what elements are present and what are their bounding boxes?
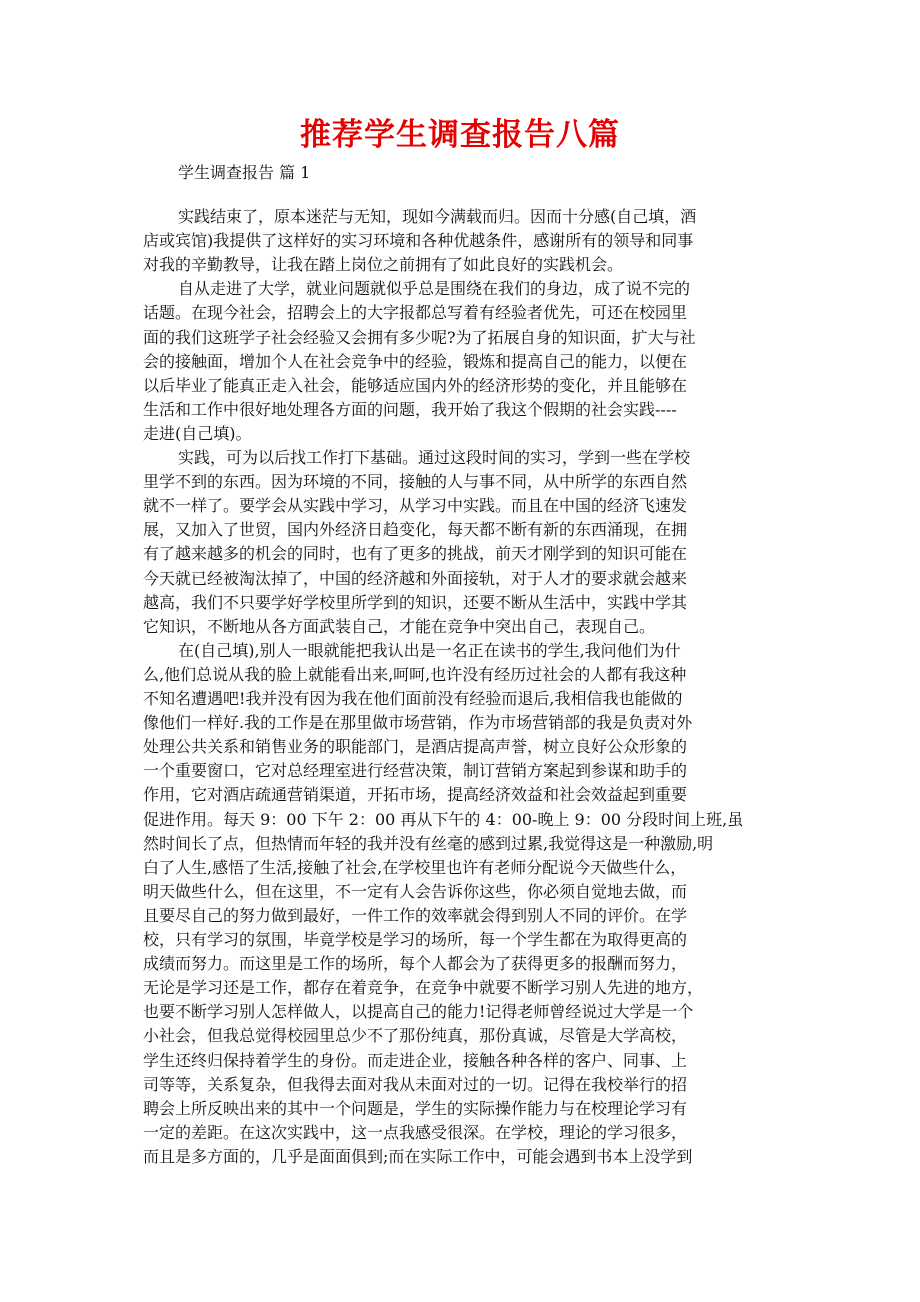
- text-line: 处理公共关系和销售业务的职能部门，是酒店提高声誉，树立良好公众形象的: [143, 737, 688, 757]
- text-line: 一个重要窗口，它对总经理室进行经营决策，制订营销方案起到参谋和助手的: [143, 761, 688, 781]
- text-line: 且要尽自己的努力做到最好，一件工作的效率就会得到别人不同的评价。在学: [143, 905, 688, 925]
- text-line: 展，又加入了世贸，国内外经济日趋变化，每天都不断有新的东西涌现，在拥: [143, 520, 688, 540]
- text-line: 就不一样了。要学会从实践中学习，从学习中实践。而且在中国的经济飞速发: [143, 496, 688, 516]
- text-line: 聘会上所反映出来的其中一个问题是，学生的实际操作能力与在校理论学习有: [143, 1098, 688, 1118]
- text-line: 促进作用。每天 9：00 下午 2：00 再从下午的 4：00-晚上 9：00 分段时间上班,虽: [143, 809, 744, 829]
- text-line: 作用，它对酒店疏通营销渠道，开拓市场，提高经济效益和社会效益起到重要: [143, 785, 688, 805]
- text-line: 今天就已经被淘汰掉了，中国的经济越和外面接轨，对于人才的要求就会越来: [143, 568, 688, 588]
- text-line: 有了越来越多的机会的同时，也有了更多的挑战，前天才刚学到的知识可能在: [143, 544, 688, 564]
- text-line: 学生还终归保持着学生的身份。而走进企业，接触各种各样的客户、同事、上: [143, 1050, 688, 1070]
- text-line: 白了人生,感悟了生活,接触了社会,在学校里也许有老师分配说今天做些什么，: [143, 857, 687, 877]
- text-line: 司等等，关系复杂，但我得去面对我从未面对过的一切。记得在我校举行的招: [143, 1074, 688, 1094]
- text-line: 里学不到的东西。因为环境的不同，接触的人与事不同，从中所学的东西自然: [143, 472, 688, 492]
- text-line: 小社会，但我总觉得校园里总少不了那份纯真，那份真诚，尽管是大学高校，: [143, 1026, 688, 1046]
- section-heading: 学生调查报告 篇 1: [178, 163, 311, 182]
- text-line: 会的接触面，增加个人在社会竞争中的经验，锻炼和提高自己的能力，以便在: [143, 351, 688, 371]
- text-line: 对我的辛勤教导，让我在踏上岗位之前拥有了如此良好的实践机会。: [143, 255, 624, 275]
- text-line: 然时间长了点，但热情而年轻的我并没有丝毫的感到过累,我觉得这是一种激励,明: [143, 833, 714, 853]
- text-line: 以后毕业了能真正走入社会，能够适应国内外的经济形势的变化，并且能够在: [143, 375, 688, 395]
- text-line: 也要不断学习别人怎样做人，以提高自己的能力!记得老师曾经说过大学是一个: [143, 1002, 694, 1022]
- text-line: 面的我们这班学子社会经验又会拥有多少呢?为了拓展自身的知识面，扩大与社: [143, 327, 696, 347]
- text-line: 越高，我们不只要学好学校里所学到的知识，还要不断从生活中，实践中学其: [143, 592, 688, 612]
- page-title: 推荐学生调查报告八篇: [300, 117, 620, 153]
- text-line: 走进(自己填)。: [143, 423, 252, 443]
- text-line: 实践，可为以后找工作打下基础。通过这段时间的实习，学到一些在学校: [178, 448, 691, 467]
- text-line: 而且是多方面的，几乎是面面俱到;而在实际工作中，可能会遇到书本上没学到: [143, 1146, 693, 1166]
- text-line: 实践结束了，原本迷茫与无知，现如今满载而归。因而十分感(自己填，酒: [178, 207, 697, 226]
- text-line: 明天做些什么，但在这里，不一定有人会告诉你这些，你必须自觉地去做，而: [143, 881, 688, 901]
- text-line: 它知识，不断地从各方面武装自己，才能在竞争中突出自己，表现自己。: [143, 616, 656, 636]
- text-line: 么,他们总说从我的脸上就能看出来,呵呵,也许没有经历过社会的人都有我这种: [143, 664, 687, 684]
- text-line: 店或宾馆)我提供了这样好的实习环境和各种优越条件，感谢所有的领导和同事: [143, 231, 694, 251]
- text-line: 自从走进了大学，就业问题就似乎总是围绕在我们的身边，成了说不完的: [178, 279, 691, 299]
- text-line: 不知名遭遇吧!我并没有因为我在他们面前没有经验而退后,我相信我也能做的: [143, 689, 683, 708]
- text-line: 像他们一样好.我的工作是在那里做市场营销，作为市场营销部的我是负责对外: [143, 713, 693, 733]
- text-line: 生活和工作中很好地处理各方面的问题，我开始了我这个假期的社会实践----: [143, 399, 677, 419]
- text-line: 校，只有学习的氛围，毕竟学校是学习的场所，每一个学生都在为取得更高的: [143, 930, 688, 949]
- text-line: 话题。在现今社会，招聘会上的大字报都总写着有经验者优先，可还在校园里: [143, 303, 688, 323]
- text-line: 在(自己填),别人一眼就能把我认出是一名正在读书的学生,我问他们为什: [178, 640, 681, 660]
- text-line: 成绩而努力。而这里是工作的场所，每个人都会为了获得更多的报酬而努力，: [143, 954, 688, 974]
- text-line: 一定的差距。在这次实践中，这一点我感受很深。在学校，理论的学习很多，: [143, 1122, 688, 1142]
- text-line: 无论是学习还是工作，都存在着竞争，在竞争中就要不断学习别人先进的地方，: [143, 978, 704, 998]
